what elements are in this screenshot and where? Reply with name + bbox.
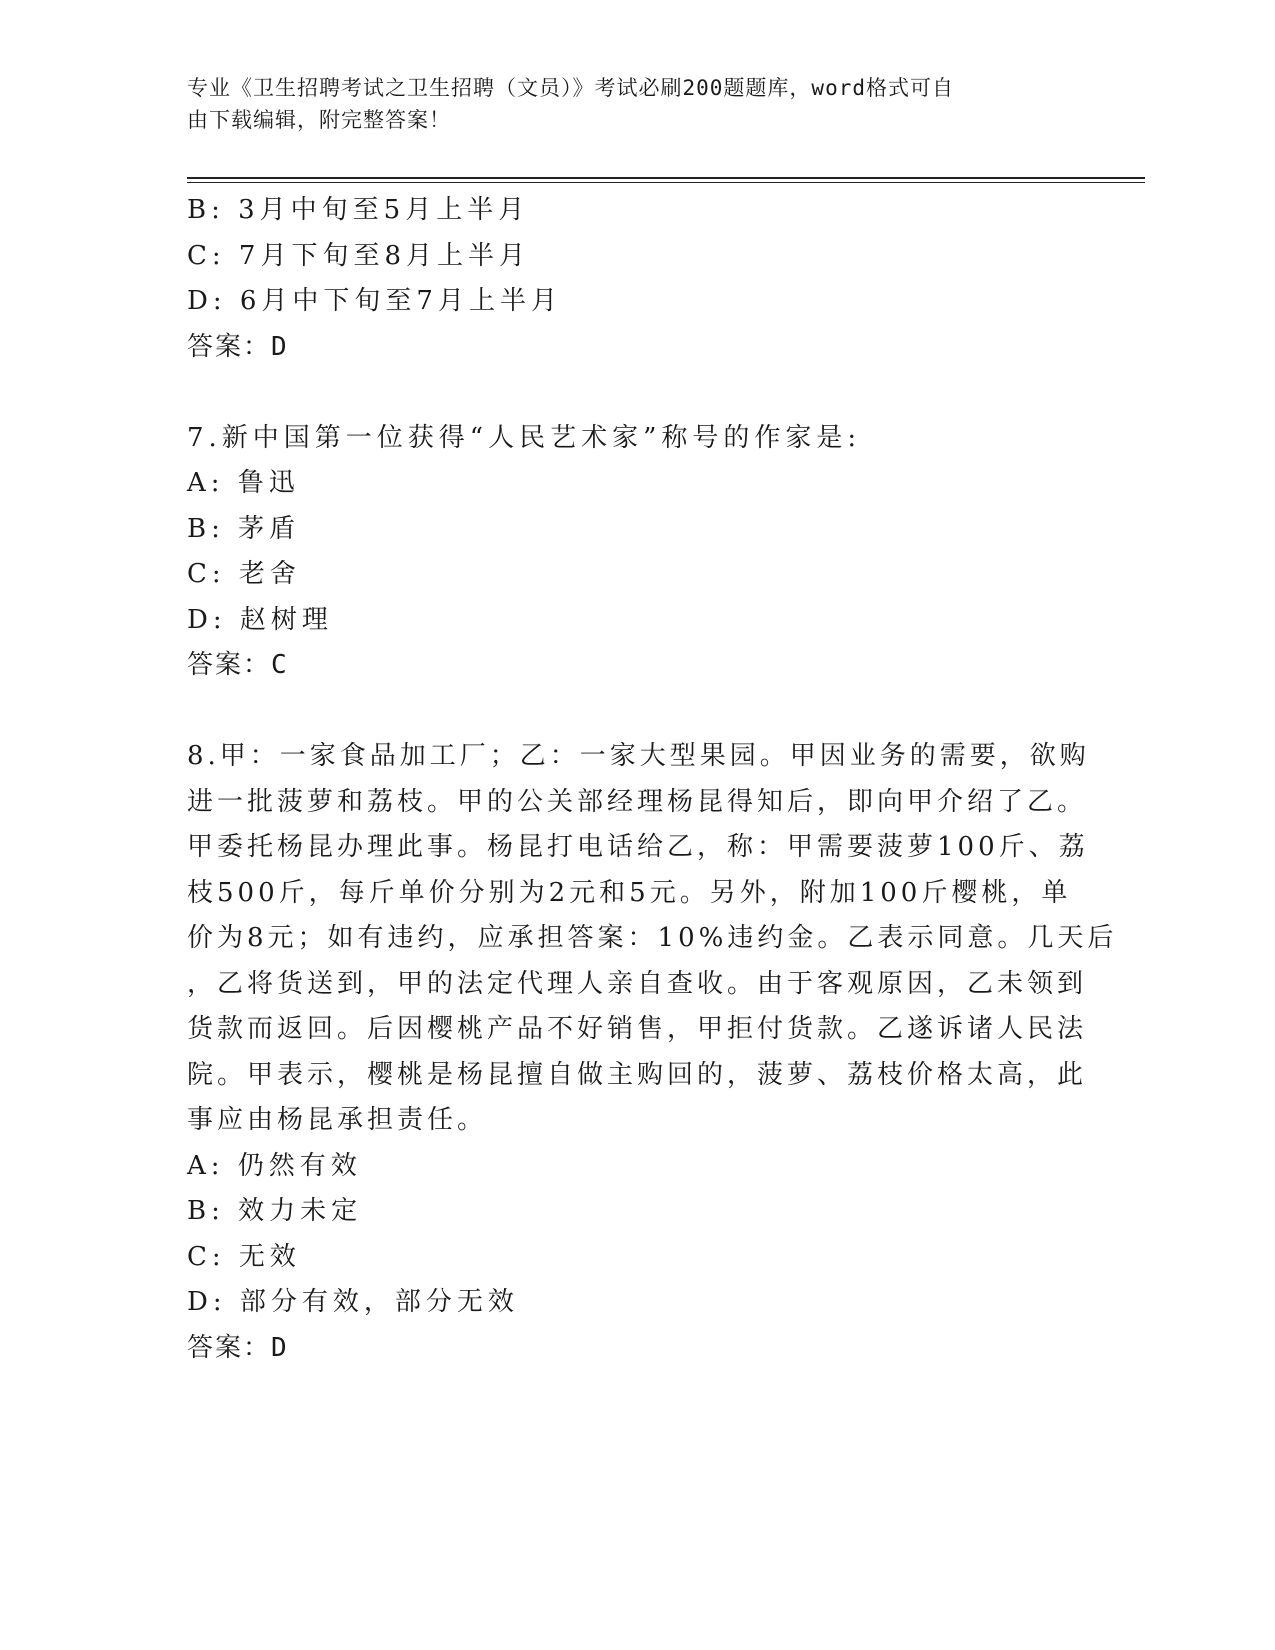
question-line: 货款而返回。后因樱桃产品不好销售，甲拒付货款。乙遂诉诸人民法 — [187, 1014, 1088, 1044]
option-d: D: 6月中下旬至7月上半月 — [187, 286, 562, 316]
question-line: 枝500斤，每斤单价分别为2元和5元。另外，附加100斤樱桃，单 — [187, 877, 1072, 908]
header-line-1: 专业《卫生招聘考试之卫生招聘（文员）》考试必刷200题题库，word格式可自 — [187, 76, 954, 100]
option-d: D: 赵树理 — [187, 604, 333, 635]
option-d: D: 部分有效，部分无效 — [187, 1287, 519, 1317]
header-line-2: 由下载编辑，附完整答案！ — [187, 108, 451, 132]
spacer — [187, 689, 1067, 735]
option-a: A: 鲁迅 — [187, 468, 300, 498]
document-body — [187, 188, 1118, 1371]
document-header — [187, 72, 1067, 136]
header-divider-thick — [187, 177, 1145, 179]
question-line: 甲委托杨昆办理此事。杨昆打电话给乙，称：甲需要菠萝100斤、荔 — [187, 832, 1089, 862]
spacer — [187, 370, 1067, 416]
option-b: B: 3月中旬至5月上半月 — [187, 195, 530, 225]
answer-line: 答案：C — [187, 650, 289, 680]
answer-line: 答案：D — [187, 331, 289, 362]
question-line: 8.甲：一家食品加工厂；乙：一家大型果园。甲因业务的需要，欲购 — [187, 741, 1090, 771]
question-8 — [187, 734, 1118, 1371]
option-c: C: 老舍 — [187, 559, 301, 589]
question-line: 院。甲表示，樱桃是杨昆擅自做主购回的，菠萝、荔枝价格太高，此 — [187, 1059, 1088, 1090]
question-7 — [187, 416, 1067, 689]
answer-line: 答案：D — [187, 1332, 289, 1363]
question-text: 7.新中国第一位获得“人民艺术家”称号的作家是: — [187, 422, 862, 453]
question-line: 进一批菠萝和荔枝。甲的公关部经理杨昆得知后，即向甲介绍了乙。 — [187, 786, 1088, 817]
question-line: ，乙将货送到，甲的法定代理人亲自查收。由于客观原因，乙未领到 — [187, 968, 1088, 999]
option-c: C: 无效 — [187, 1241, 301, 1272]
option-a: A: 仍然有效 — [187, 1150, 362, 1181]
question-line: 价为8元；如有违约，应承担答案：10%违约金。乙表示同意。几天后 — [187, 923, 1118, 953]
option-b: B: 效力未定 — [187, 1196, 363, 1226]
header-divider-thin — [187, 182, 1145, 183]
question-6-tail — [187, 188, 1067, 370]
question-text — [187, 734, 1118, 1144]
option-c: C: 7月下旬至8月上半月 — [187, 240, 531, 271]
question-line: 事应由杨昆承担责任。 — [187, 1105, 488, 1135]
option-b: B: 茅盾 — [187, 513, 301, 544]
